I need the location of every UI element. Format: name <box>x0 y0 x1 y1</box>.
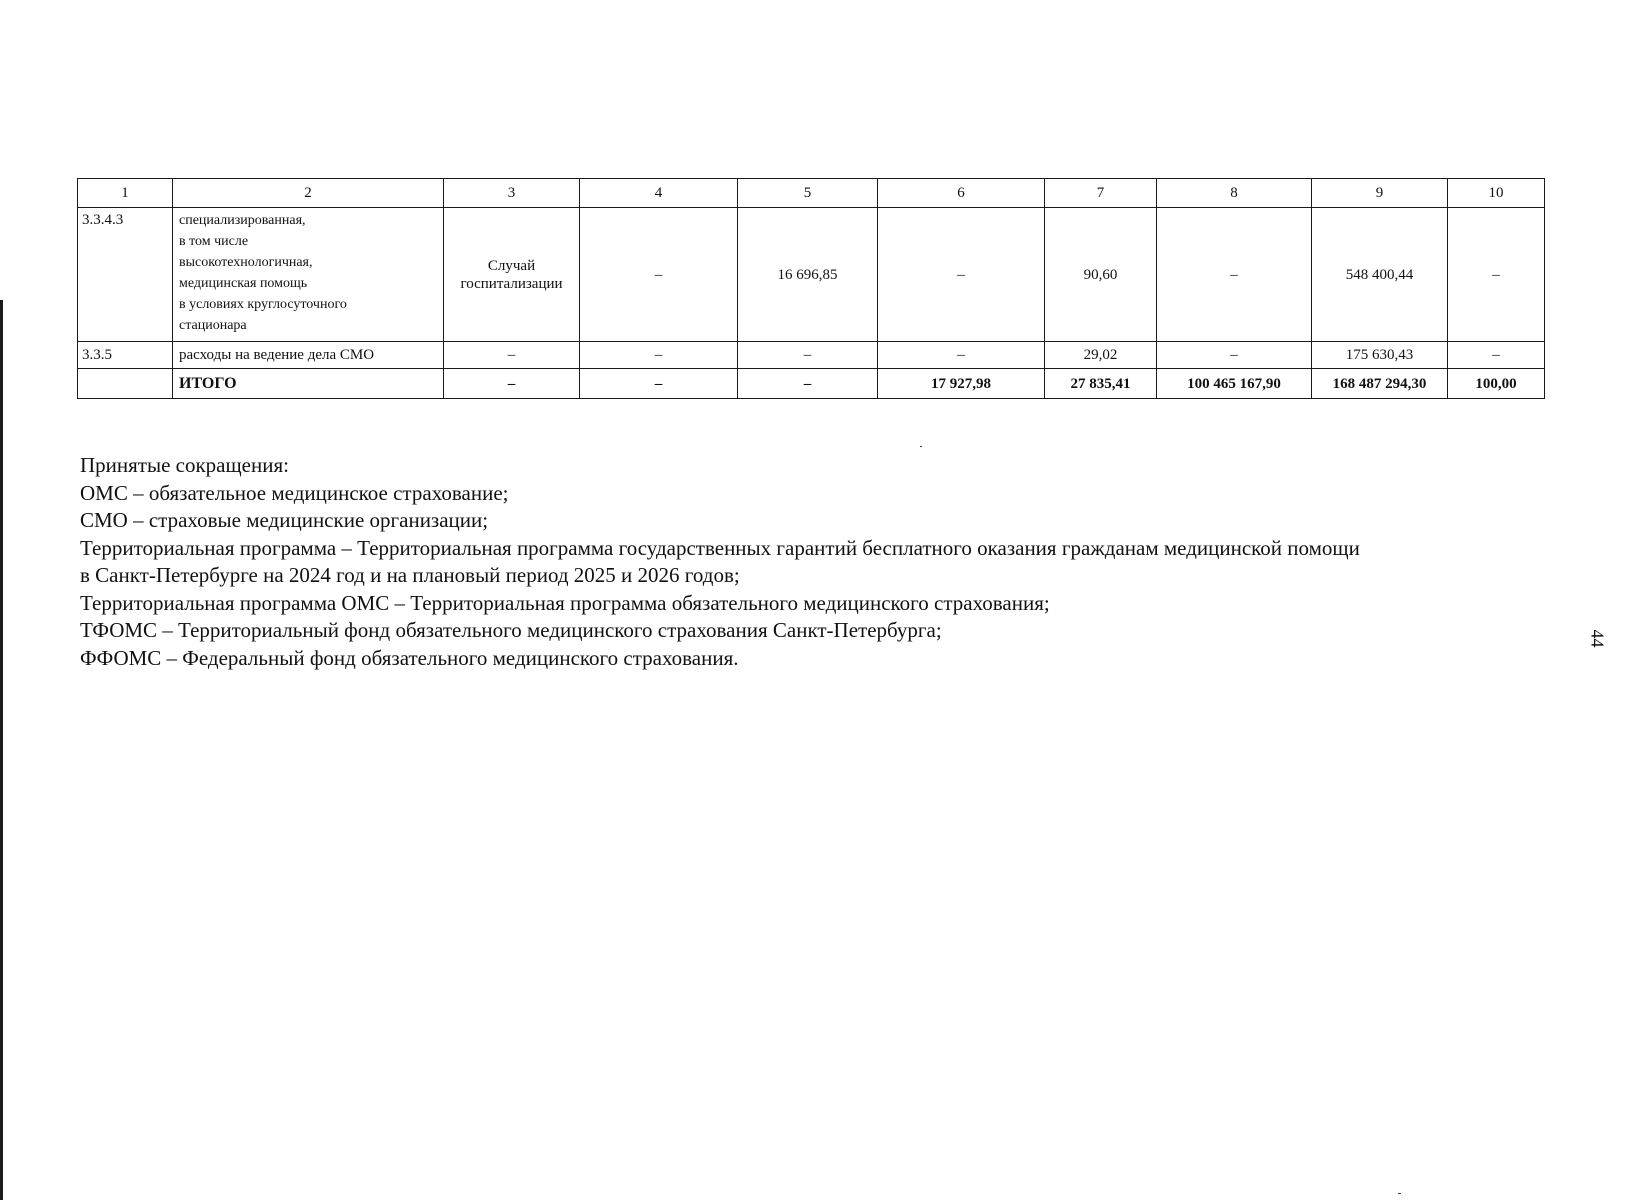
cell-col7: 27 835,41 <box>1045 369 1157 399</box>
page-number: 44 <box>1587 629 1608 648</box>
row-code: 3.3.4.3 <box>78 208 173 342</box>
header-cell: 6 <box>878 179 1045 208</box>
table-header-row <box>78 179 1545 208</box>
row-name <box>173 208 444 342</box>
row-name-line: в том числе <box>179 234 249 249</box>
cell-col10: – <box>1448 342 1545 369</box>
abbreviations-heading: Принятые сокращения: <box>80 453 289 477</box>
abbreviation-line: ФФОМС – Федеральный фонд обязательного медицинского страхования. <box>80 645 739 670</box>
scan-speck <box>920 446 922 447</box>
cell-col9: 548 400,44 <box>1312 208 1448 342</box>
header-cell: 10 <box>1448 179 1545 208</box>
cell-col8: – <box>1157 342 1312 369</box>
table-row <box>78 208 1545 342</box>
row-name-line: медицинская помощь <box>179 276 308 291</box>
table-total-row <box>78 369 1545 399</box>
row-unit <box>444 208 580 342</box>
cell-col4: – <box>580 369 738 399</box>
cell-col8: – <box>1157 208 1312 342</box>
cell-col5: – <box>738 342 878 369</box>
row-name-line: специализированная, <box>179 213 306 228</box>
row-code <box>78 369 173 399</box>
abbreviation-line: ОМС – обязательное медицинское страхование; <box>80 480 509 505</box>
abbreviation-line: в Санкт-Петербурге на 2024 год и на плановый период 2025 и 2026 годов; <box>80 563 740 587</box>
row-name-line: стационара <box>179 318 247 333</box>
abbreviation-line: Территориальная программа ОМС – Территориальная программа обязательного медицинского страхования; <box>80 590 1050 615</box>
cell-col7: 29,02 <box>1045 342 1157 369</box>
row-name-line: высокотехнологичная, <box>179 255 313 270</box>
row-code: 3.3.5 <box>78 342 173 369</box>
cell-col6: – <box>878 208 1045 342</box>
scan-speck <box>1398 1193 1401 1194</box>
cell-col6: 17 927,98 <box>878 369 1045 399</box>
cell-col5: 16 696,85 <box>738 208 878 342</box>
header-cell: 5 <box>738 179 878 208</box>
total-label: ИТОГО <box>173 369 444 399</box>
header-cell: 4 <box>580 179 738 208</box>
row-name: расходы на ведение дела СМО <box>173 342 444 369</box>
table-row <box>78 342 1545 369</box>
cell-col3: – <box>444 369 580 399</box>
abbreviations-block <box>80 452 1550 672</box>
row-unit-line: Случай <box>487 257 536 274</box>
cell-col4: – <box>580 208 738 342</box>
header-cell: 3 <box>444 179 580 208</box>
cell-col9: 175 630,43 <box>1312 342 1448 369</box>
scan-edge <box>0 300 3 1200</box>
cell-col10: 100,00 <box>1448 369 1545 399</box>
cell-col3: – <box>444 342 580 369</box>
abbreviation-line: Территориальная программа – Территориальная программа государственных гарантий бесплатного оказания гражданам медицинской помощи <box>80 535 1360 560</box>
cell-col7: 90,60 <box>1045 208 1157 342</box>
header-cell: 2 <box>173 179 444 208</box>
cell-col6: – <box>878 342 1045 369</box>
row-unit-line: госпитализации <box>460 275 563 292</box>
abbreviation-line: ТФОМС – Территориальный фонд обязательного медицинского страхования Санкт-Петербурга; <box>80 618 942 642</box>
cell-col5: – <box>738 369 878 399</box>
cell-col10: – <box>1448 208 1545 342</box>
header-cell: 8 <box>1157 179 1312 208</box>
row-name-line: в условиях круглосуточного <box>179 297 347 312</box>
cost-table <box>77 178 1545 399</box>
abbreviation-line: СМО – страховые медицинские организации; <box>80 508 489 532</box>
header-cell: 1 <box>78 179 173 208</box>
header-cell: 9 <box>1312 179 1448 208</box>
header-cell: 7 <box>1045 179 1157 208</box>
cell-col4: – <box>580 342 738 369</box>
cell-col9: 168 487 294,30 <box>1312 369 1448 399</box>
cell-col8: 100 465 167,90 <box>1157 369 1312 399</box>
